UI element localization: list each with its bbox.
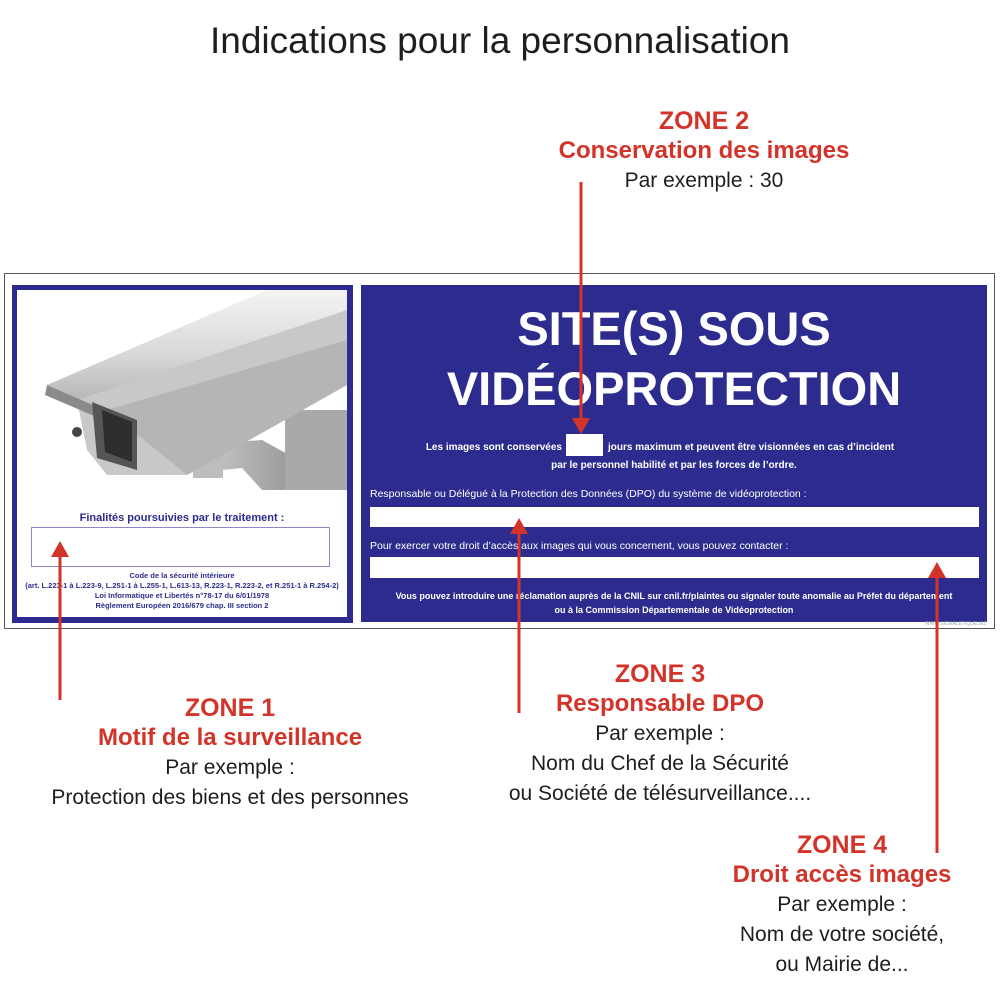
zone2-line: Par exemple : 30: [624, 169, 784, 192]
dpo-field[interactable]: [370, 507, 979, 527]
zone3-label: ZONE 3: [614, 660, 706, 688]
code-line: Code de la sécurité intérieure: [129, 571, 235, 580]
retention-days-field[interactable]: [566, 434, 603, 456]
zone1-line: Par exemple :: [165, 756, 295, 779]
finalites-title: Finalités poursuivies par le traitement :: [79, 512, 285, 524]
page-title: Indications pour la personnalisation: [209, 20, 791, 61]
zone2-block: [504, 106, 904, 196]
zone2-name: Conservation des images: [558, 137, 850, 164]
finalites-field[interactable]: [31, 527, 330, 567]
zone2-label: ZONE 2: [658, 107, 750, 135]
zone4-line: ou Mairie de...: [775, 953, 909, 976]
sign-headline-1: SITE(S) SOUS: [517, 302, 831, 355]
zone3-line: ou Société de télésurveillance....: [508, 782, 812, 805]
cnil-line2: ou à la Commission Départementale de Vidéoprotection: [554, 605, 794, 615]
code-line: Loi Informatique et Libertés n°78-17 du 6/01/1978: [94, 591, 270, 600]
zone3-block: [460, 659, 860, 809]
zone4-name: Droit accès images: [732, 861, 952, 888]
code-line: (art. L.223-1 à L.223-9, L.251-1 à L.255-1, L.613-13, R.223-1, R.223-2, et R.251-1 à R.254-2): [25, 581, 339, 590]
camera-illustration: [17, 290, 347, 490]
access-field[interactable]: [370, 557, 979, 578]
url-text: WWW.SIGNALETIQUE.BIZ: [925, 621, 987, 627]
retention-before: Les images sont conservées: [425, 442, 562, 453]
zone4-line: Par exemple :: [777, 893, 907, 916]
retention-line2: par le personnel habilité et par les forces de l’ordre.: [551, 460, 797, 471]
sign-headline-2: VIDÉOPROTECTION: [446, 362, 902, 415]
dpo-label: Responsable ou Délégué à la Protection des Données (DPO) du système de vidéoprotection :: [370, 488, 807, 500]
zone4-block: [692, 830, 992, 980]
retention-after: jours maximum et peuvent être visionnées en cas d’incident: [608, 442, 895, 453]
cnil-line1: Vous pouvez introduire une réclamation auprès de la CNIL sur cnil.fr/plaintes ou signaler toute anomalie au Préfet du département: [395, 591, 953, 601]
access-label: Pour exercer votre droit d’accès aux images qui vous concernent, vous pouvez contacter :: [370, 540, 789, 552]
zone3-line: Par exemple :: [595, 722, 725, 745]
zone4-label: ZONE 4: [796, 831, 888, 859]
code-line: Règlement Européen 2016/679 chap. III section 2: [95, 601, 269, 610]
zone3-line: Nom du Chef de la Sécurité: [531, 752, 789, 775]
zone1-line: Protection des biens et des personnes: [51, 786, 409, 809]
zone1-block: [20, 693, 440, 813]
zone1-label: ZONE 1: [184, 694, 276, 722]
zone3-name: Responsable DPO: [555, 690, 765, 717]
code-text: [17, 571, 347, 611]
zone4-line: Nom de votre société,: [739, 923, 945, 946]
zone1-name: Motif de la surveillance: [97, 724, 363, 751]
